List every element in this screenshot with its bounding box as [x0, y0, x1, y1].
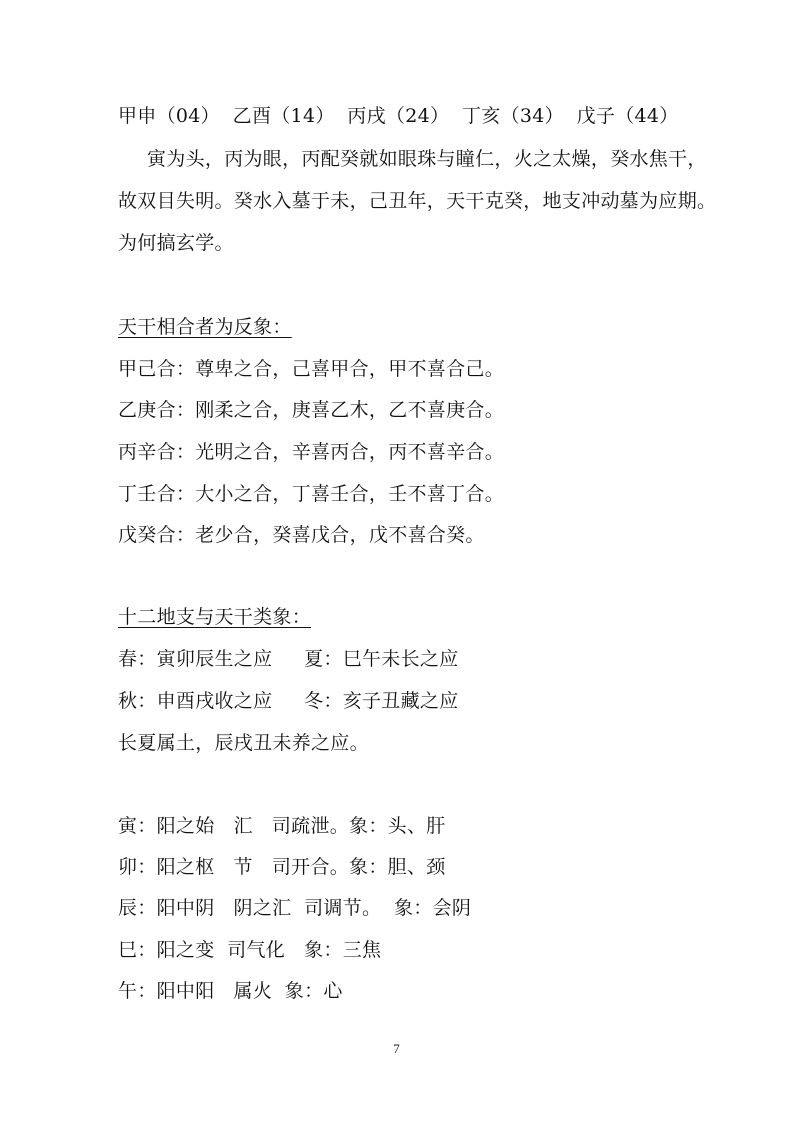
list-item: 丁壬合：大小之合，丁喜壬合，壬不喜丁合。 — [118, 483, 505, 505]
paragraph-line: 寅为头，丙为眼，丙配癸就如眼珠与瞳仁，火之太燥，癸水焦干， — [147, 148, 707, 170]
list-item: 丙辛合：光明之合，辛喜丙合，丙不喜辛合。 — [118, 441, 505, 463]
list-item: 甲己合：尊卑之合，己喜甲合，甲不喜合己。 — [118, 358, 505, 380]
list-item: 戊癸合：老少合，癸喜戊合，戊不喜合癸。 — [118, 524, 485, 546]
list-item: 长夏属土，辰戌丑未养之应。 — [118, 732, 369, 754]
list-item: 辰：阳中阴 阴之汇 司调节。 象：会阴 — [118, 897, 472, 919]
list-item: 卯：阳之枢 节 司开合。象：胆、颈 — [118, 856, 446, 878]
list-item: 秋：申酉戌收之应 冬：亥子丑藏之应 — [118, 690, 459, 712]
list-item: 午：阳中阳 属火 象：心 — [118, 980, 343, 1002]
ganzhi-sequence-line: 甲申（04） 乙酉（14） 丙戌（24） 丁亥（34） 戊子（44） — [118, 105, 679, 127]
paragraph-line: 为何搞玄学。 — [118, 232, 234, 254]
list-item: 乙庚合：刚柔之合，庚喜乙木，乙不喜庚合。 — [118, 399, 505, 421]
section-heading-dizhi-leixiang: 十二地支与天干类象： — [118, 606, 312, 628]
list-item: 巳：阳之变 司气化 象：三焦 — [118, 939, 382, 961]
section-heading-tiangan-he: 天干相合者为反象： — [118, 316, 292, 338]
list-item: 春：寅卯辰生之应 夏：巳午未长之应 — [118, 648, 459, 670]
paragraph-line: 故双目失明。癸水入墓于未，己丑年，天干克癸，地支冲动墓为应期。 — [118, 190, 717, 212]
page-number: 7 — [393, 1041, 400, 1056]
list-item: 寅：阳之始 汇 司疏泄。象：头、肝 — [118, 815, 446, 837]
